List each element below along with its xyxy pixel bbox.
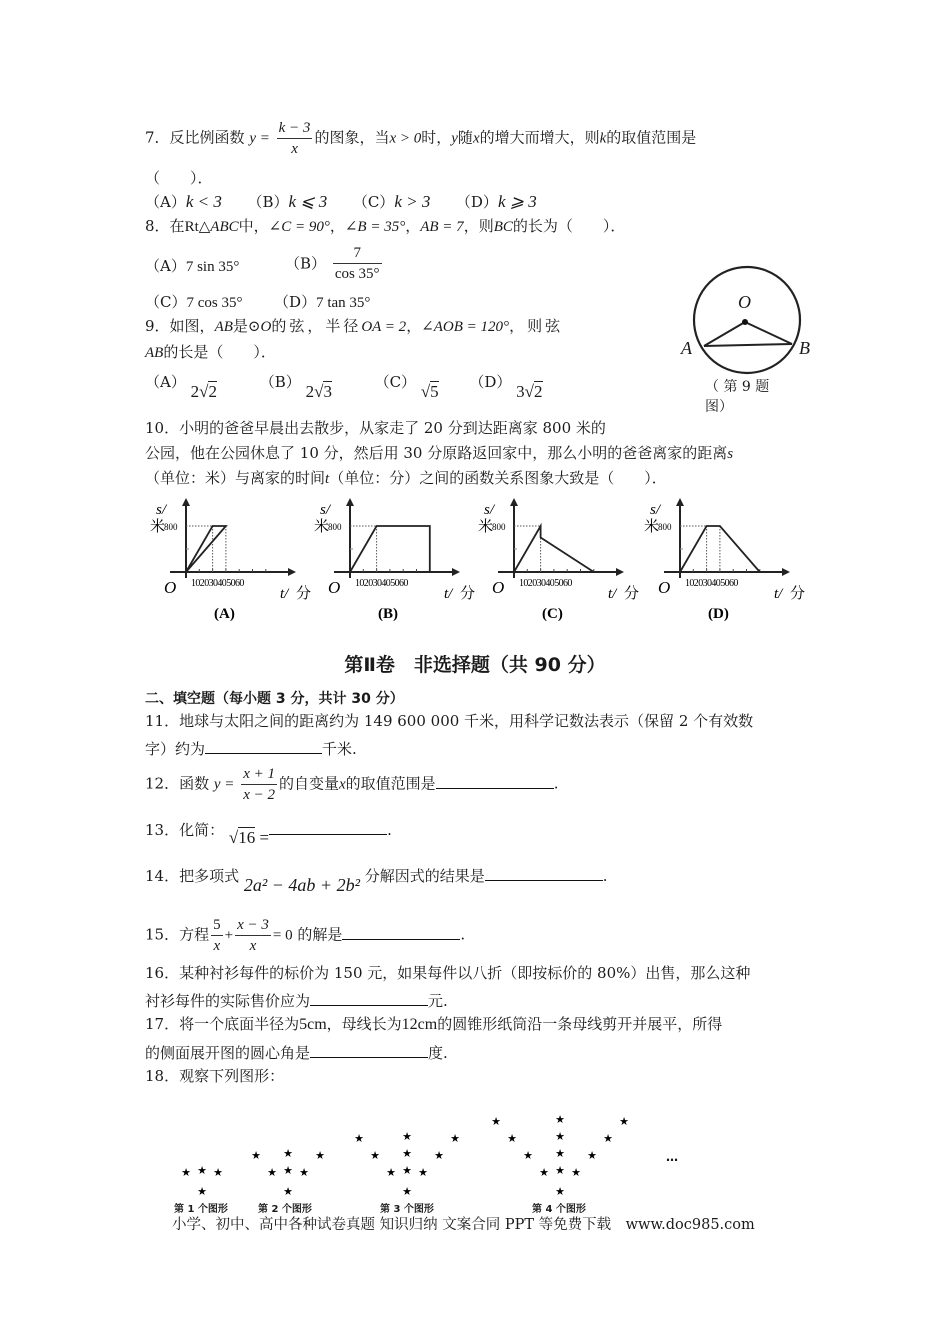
svg-text:★: ★ — [587, 1150, 597, 1162]
q18-star-figures — [160, 1100, 820, 1220]
svg-text:(D): (D) — [708, 606, 729, 622]
q17-text: 度. — [428, 1044, 448, 1062]
question-7 — [145, 118, 696, 159]
ellipsis: … — [666, 1150, 678, 1164]
svg-text:O: O — [328, 578, 341, 597]
svg-text:米: 米 — [150, 519, 166, 535]
equals: = — [259, 828, 270, 847]
option-expr: 3√2 — [516, 382, 543, 401]
q11-text: 千米. — [322, 740, 357, 758]
q7-y-eq: y = — [249, 130, 270, 147]
option-expr: k > 3 — [394, 192, 431, 211]
svg-text:★: ★ — [370, 1150, 380, 1162]
plus: + — [224, 927, 234, 944]
q15-text: 方程 — [179, 925, 210, 944]
q17-line2 — [145, 1041, 448, 1063]
q9-text: ， — [406, 317, 422, 335]
q10-text: （单位：分）之间的函数关系图象大致是（ ）． — [329, 469, 667, 487]
part-title: 二、填空题（每小题 3 分，共计 30 分） — [145, 691, 404, 707]
option-label: （C） — [374, 373, 417, 391]
answer-blank-15[interactable] — [342, 923, 460, 940]
svg-text:(C): (C) — [542, 606, 563, 622]
q7-option-b — [247, 193, 327, 211]
q12-y-eq: y = — [213, 776, 235, 793]
q9-line2 — [145, 342, 276, 363]
svg-text:★: ★ — [283, 1186, 293, 1198]
question-15 — [145, 915, 465, 956]
figure-caption: 图） — [705, 399, 733, 415]
numerator: 7 — [333, 243, 382, 264]
q16-line1: 16．某种衬衫每件的标价为 150 元，如果每件以八折（即按标价的 80%）出售，那么这种 — [145, 964, 751, 982]
svg-text:t/: t/ — [774, 586, 783, 602]
numerator: x + 1 — [241, 764, 277, 785]
q7-option-d — [456, 193, 537, 211]
question-13 — [145, 818, 392, 847]
svg-text:s/: s/ — [484, 502, 495, 518]
q10-text: 公园，他在公园休息了 10 分，然后用 30 分原路返回家中，那么小明的爸爸离家的距离 — [145, 444, 728, 462]
q7-text: 的增大而增大，则 — [479, 128, 600, 147]
q7-var: k — [599, 130, 607, 147]
q17-text: 17．将一个底面半径为 — [145, 1015, 300, 1033]
svg-text:O: O — [164, 578, 177, 597]
svg-text:(A): (A) — [214, 606, 235, 622]
q8-math: BC — [493, 219, 513, 235]
svg-text:★: ★ — [197, 1186, 207, 1198]
q9-text: 如图， — [169, 317, 215, 335]
svg-text:s/: s/ — [320, 502, 331, 518]
q8-option-b — [285, 243, 384, 284]
answer-blank-17[interactable] — [310, 1041, 428, 1058]
q17-line1 — [145, 1014, 722, 1035]
q8-math: ∠B = 35° — [344, 219, 406, 235]
option-expr: 7 sin 35° — [185, 259, 240, 275]
option-label: （C） — [145, 293, 187, 311]
circle-diagram — [675, 258, 830, 383]
q7-fraction — [277, 118, 313, 159]
q14-text: . — [602, 867, 608, 885]
figure-label-3: 第 3 个图形 — [380, 1204, 434, 1215]
q13-sqrt: √16 = — [228, 828, 270, 847]
svg-text:t/: t/ — [444, 586, 453, 602]
svg-text:★: ★ — [491, 1116, 501, 1128]
question-number: 7． — [145, 128, 170, 147]
option-label: （A） — [145, 257, 186, 275]
answer-blank-12[interactable] — [436, 772, 554, 789]
svg-text:★: ★ — [450, 1133, 460, 1145]
coef: 2 — [305, 382, 315, 401]
svg-text:O: O — [492, 578, 505, 597]
figure-label-4: 第 4 个图形 — [532, 1204, 586, 1215]
q8-math: Rt△ — [184, 219, 211, 235]
question-number: 13． — [145, 821, 180, 839]
label-o: O — [738, 292, 751, 312]
distance-time-graphs — [150, 496, 830, 626]
q9-option-a — [145, 372, 255, 401]
svg-text:800: 800 — [492, 522, 506, 532]
q12-text: . — [553, 774, 559, 793]
radicand: 16 — [238, 828, 256, 847]
radicand: 2 — [208, 382, 217, 401]
svg-text:★: ★ — [402, 1131, 412, 1143]
option-expr: 2√3 — [305, 382, 332, 401]
equals: = 0 — [272, 927, 293, 944]
q8-text: 在 — [169, 217, 185, 235]
q7-var: y — [451, 130, 458, 147]
q9-math: OA = 2 — [361, 319, 407, 335]
q16-line2 — [145, 989, 448, 1011]
q8-math: ∠C = 90° — [268, 219, 330, 235]
q9-options — [145, 372, 579, 401]
q7-option-c — [353, 193, 431, 211]
q7-text: 的取值范围是 — [606, 128, 697, 147]
q12-text: 的取值范围是 — [345, 774, 436, 793]
svg-text:s/: s/ — [650, 502, 661, 518]
svg-text:★: ★ — [283, 1165, 293, 1177]
option-label: （D） — [455, 193, 498, 211]
q10-charts — [150, 496, 830, 626]
svg-text:★: ★ — [267, 1167, 277, 1179]
q14-expression: 2a² − 4ab + 2b² — [243, 875, 360, 895]
answer-blank-11[interactable] — [205, 737, 322, 754]
answer-blank-14[interactable] — [485, 864, 603, 881]
q9-text: ，则弦 — [509, 317, 564, 335]
svg-text:★: ★ — [354, 1133, 364, 1145]
q10-var: t — [325, 471, 330, 487]
svg-text:102030405060: 102030405060 — [355, 578, 408, 589]
q15-text: . — [460, 925, 466, 944]
denominator: cos 35° — [334, 266, 380, 282]
q12-fraction — [241, 764, 277, 805]
q9-math: AB — [145, 345, 164, 361]
q12-text: 的自变量 — [278, 774, 339, 793]
svg-text:★: ★ — [213, 1167, 223, 1179]
q10-line3 — [145, 468, 667, 489]
q16-text: 元. — [428, 992, 448, 1010]
svg-text:★: ★ — [555, 1114, 565, 1126]
svg-text:分: 分 — [296, 586, 312, 602]
q7-text: 时， — [421, 128, 452, 147]
option-expr: k ⩽ 3 — [288, 192, 328, 211]
q17-text: 的圆锥形纸筒沿一条母线剪开并展平，所得 — [437, 1015, 723, 1033]
q8-text: ，则 — [463, 217, 494, 235]
option-label: （A） — [145, 193, 186, 211]
q9-math: AB — [214, 319, 233, 335]
svg-text:★: ★ — [571, 1167, 581, 1179]
q7-options — [145, 192, 537, 212]
q8-text: ， — [405, 217, 421, 235]
q10-var: s — [727, 446, 734, 462]
svg-text:米: 米 — [478, 519, 494, 535]
svg-text:★: ★ — [507, 1133, 517, 1145]
q8-option-c — [145, 293, 242, 311]
question-number: 12． — [145, 774, 180, 793]
q17-slant: 12cm — [401, 1016, 438, 1033]
option-expr: k ⩾ 3 — [497, 192, 537, 211]
question-number: 8． — [145, 217, 170, 235]
svg-text:★: ★ — [299, 1167, 309, 1179]
q9-text: 是⊙ — [232, 317, 261, 335]
q8-text: 的长为（ ）． — [512, 217, 626, 235]
figure-caption: （ 第 9 题 — [705, 379, 770, 395]
answer-blank-16[interactable] — [310, 989, 428, 1006]
svg-text:★: ★ — [555, 1148, 565, 1160]
option-expr: 7 tan 35° — [316, 295, 371, 311]
svg-text:★: ★ — [315, 1150, 325, 1162]
numerator: x − 3 — [235, 915, 271, 936]
svg-text:102030405060: 102030405060 — [685, 578, 738, 589]
svg-text:★: ★ — [386, 1167, 396, 1179]
q10-line1: 10．小明的爸爸早晨出去散步，从家走了 20 分到达距离家 800 米的 — [145, 419, 606, 437]
svg-text:★: ★ — [402, 1186, 412, 1198]
q8-option-b-fraction — [333, 243, 382, 284]
q8-text: ， — [329, 217, 345, 235]
q7-numerator: k − 3 — [277, 118, 313, 139]
numerator: 5 — [211, 915, 223, 936]
q13-text: . — [387, 821, 392, 839]
q7-paren: （ ）． — [145, 169, 213, 187]
svg-text:★: ★ — [402, 1148, 412, 1160]
q16-text: 衬衫每件的实际售价应为 — [145, 992, 311, 1010]
q17-text: 的侧面展开图的圆心角是 — [145, 1044, 311, 1062]
question-number: 14． — [145, 867, 180, 885]
svg-text:O: O — [658, 578, 671, 597]
svg-text:★: ★ — [555, 1165, 565, 1177]
option-expr: 2√2 — [190, 382, 217, 401]
option-expr: √5 — [420, 382, 439, 401]
q8-option-a — [145, 256, 239, 277]
q15-fraction-1 — [211, 915, 223, 956]
option-label: （B） — [259, 373, 301, 391]
radicand: 5 — [430, 382, 439, 401]
svg-text:★: ★ — [181, 1167, 191, 1179]
question-14 — [145, 864, 608, 895]
svg-text:★: ★ — [619, 1116, 629, 1128]
q11-text: 字）约为 — [145, 740, 206, 758]
svg-text:★: ★ — [555, 1186, 565, 1198]
label-b: B — [799, 338, 810, 358]
q8-math: AB = 7 — [420, 219, 464, 235]
svg-text:分: 分 — [790, 586, 806, 602]
denominator: x — [213, 938, 221, 954]
label-a: A — [681, 338, 692, 358]
svg-text:★: ★ — [251, 1150, 261, 1162]
q9-option-c — [374, 372, 465, 401]
option-label: （D） — [469, 373, 512, 391]
section-title: 第Ⅱ卷 非选择题（共 90 分） — [344, 654, 606, 676]
q13-text: 化简： — [179, 821, 225, 839]
svg-text:s/: s/ — [156, 502, 167, 518]
svg-text:分: 分 — [624, 586, 640, 602]
q17-text: ，母线长为 — [326, 1015, 402, 1033]
svg-text:★: ★ — [434, 1150, 444, 1162]
svg-text:★: ★ — [418, 1167, 428, 1179]
q8-math: ABC — [210, 219, 239, 235]
denominator: x − 2 — [243, 787, 275, 803]
svg-text:★: ★ — [402, 1165, 412, 1177]
option-label: （C） — [352, 193, 395, 211]
q12-text: 函数 — [179, 774, 210, 793]
q11-line1: 11．地球与太阳之间的距离约为 149 600 000 千米，用科学记数法表示（保留 2 个有效数 — [145, 712, 754, 730]
q9-figure — [675, 258, 830, 423]
q15-fraction-2 — [235, 915, 271, 956]
q10-text: （单位：米）与离家的时间 — [145, 469, 326, 487]
q17-radius: 5cm — [299, 1016, 327, 1033]
coef: 3 — [516, 382, 525, 401]
svg-text:★: ★ — [555, 1131, 565, 1143]
svg-text:t/: t/ — [280, 586, 289, 602]
q18-text: 18．观察下列图形： — [145, 1067, 285, 1085]
svg-text:102030405060: 102030405060 — [191, 578, 244, 589]
svg-text:102030405060: 102030405060 — [519, 578, 572, 589]
option-expr: 7 cos 35° — [186, 295, 243, 311]
q8-option-d — [274, 293, 370, 311]
q9-text: 的弦，半径 — [271, 317, 362, 335]
svg-text:800: 800 — [328, 522, 342, 532]
q11-line2 — [145, 737, 357, 759]
q9-math: O — [260, 319, 272, 335]
svg-text:分: 分 — [460, 586, 476, 602]
q7-condition: x > 0 — [389, 130, 422, 147]
question-number: 9． — [145, 317, 170, 335]
q9-option-b — [259, 372, 370, 401]
q9-text: 的长是（ ）． — [163, 343, 276, 361]
svg-text:★: ★ — [523, 1150, 533, 1162]
q8-options-cd — [145, 292, 370, 313]
option-label: （D） — [274, 293, 317, 311]
question-9 — [145, 316, 563, 337]
footer-text: 小学、初中、高中各种试卷真题 知识归纳 文案合同 PPT 等免费下载 www.doc985.com — [172, 1217, 755, 1233]
denominator: x — [249, 938, 257, 954]
svg-text:t/: t/ — [608, 586, 617, 602]
option-label: （A） — [145, 373, 186, 391]
svg-text:米: 米 — [314, 519, 330, 535]
svg-text:米: 米 — [644, 519, 660, 535]
svg-text:(B): (B) — [378, 606, 398, 622]
svg-text:800: 800 — [164, 522, 178, 532]
q9-math: ∠AOB = 120° — [421, 319, 510, 335]
question-8 — [145, 216, 625, 237]
q15-text: 的解是 — [297, 925, 343, 944]
svg-text:★: ★ — [539, 1167, 549, 1179]
svg-text:800: 800 — [658, 522, 672, 532]
q9-option-d — [469, 372, 579, 401]
q14-text: 把多项式 — [179, 867, 240, 885]
coef: 2 — [190, 382, 200, 401]
question-number: 15． — [145, 925, 180, 944]
option-label: （B） — [247, 193, 289, 211]
svg-text:★: ★ — [197, 1165, 207, 1177]
q7-text: 随 — [457, 128, 473, 147]
q8-text: 中， — [238, 217, 269, 235]
answer-blank-13[interactable] — [269, 818, 387, 835]
figure-label-1: 第 1 个图形 — [174, 1204, 228, 1215]
svg-text:★: ★ — [603, 1133, 613, 1145]
option-expr: k < 3 — [185, 192, 222, 211]
q7-denominator: x — [291, 141, 298, 157]
q7-option-a — [145, 193, 222, 211]
figure-label-2: 第 2 个图形 — [258, 1204, 312, 1215]
question-12 — [145, 764, 558, 805]
radicand: 2 — [534, 382, 543, 401]
q12-var: x — [339, 776, 346, 793]
svg-text:★: ★ — [283, 1148, 293, 1160]
q7-text: 的图象，当 — [314, 128, 390, 147]
q7-var: x — [472, 130, 480, 147]
q7-text: 反比例函数 — [169, 128, 245, 147]
radicand: 3 — [323, 382, 332, 401]
q10-line2 — [145, 443, 733, 464]
q14-text: 分解因式的结果是 — [364, 867, 485, 885]
option-label: （B） — [285, 254, 327, 273]
